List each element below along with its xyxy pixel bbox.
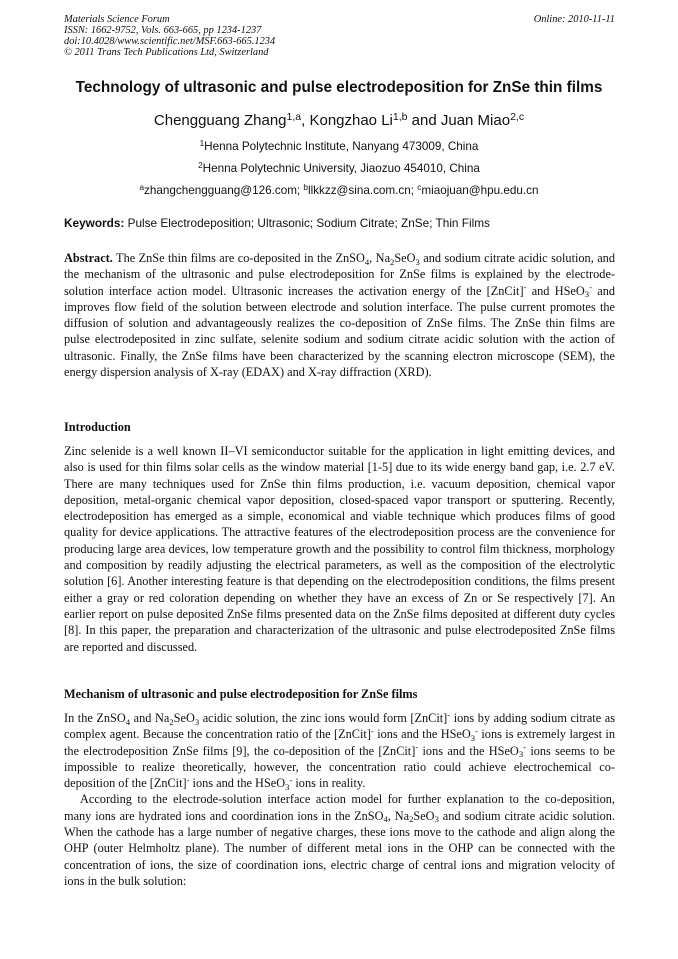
superscript: - [415, 742, 419, 753]
mechanism-paragraphs [64, 710, 615, 889]
subscript: 4 [383, 814, 388, 825]
abstract [64, 250, 615, 380]
email-mark: c [417, 182, 422, 192]
subscript: 3 [285, 781, 290, 792]
superscript: - [447, 709, 451, 720]
email-link[interactable]: miaojuan@hpu.edu.cn [421, 184, 539, 197]
text: ions and the HSeO [189, 776, 286, 791]
subscript: 3 [415, 256, 420, 267]
author-name: Kongzhao Li [309, 112, 393, 129]
subscript: 3 [518, 749, 524, 760]
text: and sodium citrate acidic solution. When the cathode has a large number of negative charges, these ions move to the cathode and align along the OHP (outer Helmholtz plane). The number of different metal ions in the OHP can be connected with the concentration of ions, the size of coordination ions, electric charge of central ions and migration velocity of ions in the bulk solution: [64, 808, 615, 888]
subscript: 3 [584, 289, 590, 300]
author-separator: and [407, 112, 441, 129]
affil-text: Henna Polytechnic University, Jiaozuo 454010, China [202, 162, 480, 175]
superscript: - [186, 774, 190, 785]
keywords-label: Keywords: [64, 216, 125, 230]
email-mark: a [139, 182, 145, 192]
introduction-paragraph [64, 443, 615, 655]
abstract-text: , Na [369, 251, 391, 265]
author-affil-mark: 2,c [510, 110, 525, 123]
affiliation-2 [0, 162, 678, 175]
abstract-text: The ZnSe thin films are co-deposited in the ZnSO [112, 251, 365, 265]
text: In the ZnSO [64, 711, 126, 725]
text: ions by adding sodium citrate as complex agent. Because the concentration ratio of the [ZnCit] [64, 711, 615, 742]
online-date: Online: 2010-11-11 [533, 14, 615, 25]
text: ions and the HSeO [418, 743, 519, 758]
text: and Na [130, 711, 170, 725]
subscript: 3 [434, 814, 439, 825]
superscript: - [589, 282, 592, 293]
superscript: - [289, 774, 293, 785]
journal-header [64, 14, 615, 58]
subscript: 3 [194, 716, 200, 727]
section-heading-mechanism: Mechanism of ultrasonic and pulse electrodeposition for ZnSe films [64, 687, 418, 701]
text: ions seems to be impossible to realize theoretically, however, the concentration ratio could achieve electrochemical co-deposition of the [ZnCit] [64, 743, 615, 791]
superscript: - [475, 726, 478, 736]
subscript: 2 [409, 814, 414, 825]
text: SeO [173, 711, 195, 725]
section-heading-introduction: Introduction [64, 420, 131, 434]
subscript: 4 [125, 716, 131, 727]
journal-name: Materials Science Forum [64, 14, 170, 25]
abstract-text: and HSeO [526, 283, 585, 298]
email-link[interactable]: zhangchengguang@126.com; [144, 184, 304, 197]
affil-text: Henna Polytechnic Institute, Nanyang 473009, China [204, 140, 479, 153]
subscript: 3 [470, 732, 476, 743]
subscript: 4 [364, 256, 370, 267]
text: , Na [387, 808, 410, 823]
paper-title: Technology of ultrasonic and pulse electrodeposition for ZnSe thin films [75, 79, 603, 96]
author-affil-mark: 1,b [392, 110, 408, 123]
text: SeO [413, 808, 435, 823]
text: According to the electrode-solution interface action model for further explanation to the co-deposition, many ions are hydrated ions and coordination ions in the ZnSO [64, 792, 615, 823]
mechanism-paragraph-2 [64, 791, 615, 889]
issn-line: ISSN: 1662-9752, Vols. 663-665, pp 1234-1237 [64, 25, 262, 36]
affil-mark: 1 [199, 138, 205, 148]
superscript: - [523, 282, 527, 293]
subscript: 2 [390, 256, 395, 267]
author-separator: , [301, 112, 310, 129]
author-affil-mark: 1,a [286, 110, 302, 123]
affil-mark: 2 [198, 160, 203, 170]
subscript: 2 [169, 716, 174, 727]
abstract-label: Abstract. [64, 251, 113, 265]
text: acidic solution, the zinc ions would form [ZnCit] [199, 711, 448, 725]
superscript: - [523, 742, 526, 753]
author-name: Juan Miao [440, 112, 511, 129]
abstract-text: and sodium citrate acidic solution, and the mechanism of the ultrasonic and pulse electrodeposition for ZnSe films is explained by the electrode-solution interface action model. Ultrasonic increases the activation energy of the [ZnCit] [64, 251, 615, 298]
author-name: Chengguang Zhang [153, 112, 287, 129]
email-mark: b [303, 182, 308, 192]
mechanism-paragraph-1 [64, 710, 615, 791]
text: ions and the HSeO [373, 727, 471, 742]
email-link[interactable]: llkkzz@sina.com.cn; [307, 184, 418, 197]
abstract-text: SeO [394, 251, 416, 265]
introduction-text: Zinc selenide is a well known II–VI semiconductor suitable for the application in light emitting devices, and also is used for thin films solar cells as the window material [1-5] due to its wide energy band gap, i.e. 2.7 eV. There are many techniques used for ZnSe thin films production, i.e. vacuum deposition, chemical vapor deposition, metal-organic chemical vapor deposition, closed-spaced vapor transport or sputtering. Recently, electrodeposition has emerged as a simple, economical and viable technique which produces films of good quality for device applications. The attractive features of the electrodeposition process are the convenience for producing large area devices, low temperature growth and the possibility to control film thickness, morphology and composition by readily adjusting the electrical parameters, as well as the composition of the electrolytic solution [6]. Another interesting feature is that depending on the electrodeposition conditions, the films present either a gray or red coloration depending on whether they have an excess of Zn or Se respectively [7]. An earlier report on pulse deposited ZnSe films presented data on the ZnSe films deposited at different duty cycles [8]. In this paper, the preparation and characterization of the ultrasonic and pulse electrodeposited ZnSe films are reported and discussed. [64, 444, 615, 654]
author-list [0, 112, 678, 129]
copyright-line: © 2011 Trans Tech Publications Ltd, Switzerland [64, 47, 269, 58]
text: ions in reality. [292, 776, 366, 791]
abstract-text: and improves flow field of the solution between electrode and solution interface. The pulse current promotes the diffusion of solution and advantageously realizes the co-deposition of ZnSe films. The ZnSe thin films are pulse electrodeposited in zinc sulfate, selenite sodium and sodium citrate acidic solution with the action of ultrasonic. Finally, the ZnSe films have been characterized by the scanning electron microscope (SEM), the energy dispersion analysis of X-ray (EDAX) and X-ray diffraction (XRD). [64, 283, 615, 380]
keywords [64, 216, 490, 230]
affiliation-1 [0, 140, 678, 153]
email-line [0, 184, 678, 197]
text: ions is extremely largest in the electrodeposition ZnSe films [9], the co-deposition of the [ZnCit] [64, 727, 616, 758]
doi-line: doi:10.4028/www.scientific.net/MSF.663-665.1234 [64, 36, 276, 47]
keywords-text: Pulse Electrodeposition; Ultrasonic; Sodium Citrate; ZnSe; Thin Films [124, 216, 490, 230]
superscript: - [370, 726, 374, 736]
